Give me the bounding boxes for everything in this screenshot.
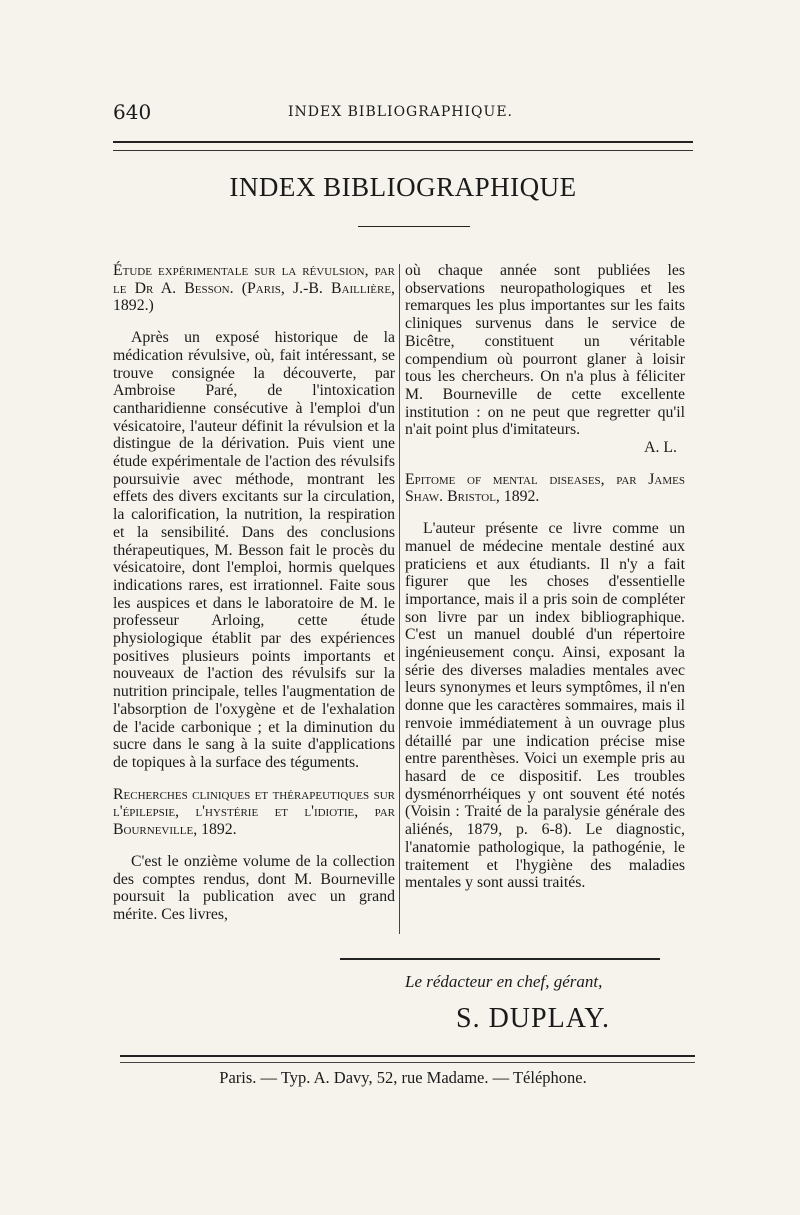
- entry-heading-shaw: Epitome of mental diseases, par James Shaw. Bristol, 1892.: [405, 470, 685, 506]
- editor-name: S. DUPLAY.: [456, 1003, 610, 1034]
- entry-body-bourneville-continued: où chaque année sont publiées les observations neuropathologiques et les remarques les plus importantes sur les faits cliniques survenus dans le service de Bicêtre, constituent un véritable compendium où pourront glaner à loisir tous les chercheurs. On n'a plus à féliciter M. Bourneville de cette excellente institution : on ne peut que regretter qu'il n'ait point plus d'imitateurs.: [405, 262, 685, 439]
- running-head: [113, 100, 688, 130]
- closing-rule: [340, 958, 660, 960]
- section-title: INDEX BIBLIOGRAPHIQUE: [229, 172, 577, 202]
- entry-body-besson: Après un exposé historique de la médication révulsive, où, fait intéressant, se trouve consignée la découverte, par Ambroise Paré, de l'intoxication cantharidienne consécutive à l'emploi d'un vésicatoire, l'auteur définit la révulsion et la distingue de la dérivation. Puis vient une étude expérimentale de l'action des révulsifs poursuivie avec méthode, montrant les effets des divers excitants sur la circulation, la calorification, la nutrition, la respiration et la sensibilité. Dans des conclusions thérapeutiques, M. Besson fait le procès du vésicatoire, dont l'emploi, hormis quelques indications rares, est irrationnel. Faite sous les auspices et dans le laboratoire de M. le professeur Arloing, cette étude physiologique établit par des expériences positives plusieurs points importants et nouveaux de l'action des révulsifs sur la nutrition principale, telles l'augmentation de l'absorption de l'oxygène et de l'exhalation de l'acide carbonique ; et la diminution du sucre dans le sang à la suite d'applications de topiques à la surface des téguments.: [113, 329, 395, 771]
- entry-heading-besson: Étude expérimentale sur la révulsion, par le Dr A. Besson. (Paris, J.-B. Baillière, 1892.): [113, 262, 395, 315]
- entry-body-shaw: L'auteur présente ce livre comme un manuel de médecine mentale destiné aux praticiens et aux étudiants. Il n'y a fait figurer que les choses d'essentielle importance, mais il a pris soin de compléter son livre par un index bibliographique. C'est un manuel doublé d'un répertoire ingénieusement conçu. Ainsi, exposant la série des diverses maladies mentales avec leurs synonymes et leurs symptômes, il n'en donne que les caractères sommaires, mais il renvoie immédiatement à un ouvrage plus détaillé par une indication précise mise entre parenthèses. Voici un exemple pris au hasard de ce dispositif. Les troubles dysménorrhéiques y ont souvent été notés (Voisin : Traité de la paralysie générale des aliénés, 1879, p. 6-8). Le diagnostic, l'anatomie pathologique, la pathogénie, le traitement et l'hygiène des maladies mentales y sont aussi traités.: [405, 520, 685, 892]
- entry-body-bourneville: C'est le onzième volume de la collection des comptes rendus, dont M. Bourneville poursuit la publication avec un grand mérite. Ces livres,: [113, 852, 395, 923]
- page-number: 640: [113, 100, 152, 124]
- title-underline: [358, 226, 470, 227]
- running-title: INDEX BIBLIOGRAPHIQUE.: [288, 104, 513, 120]
- column-separator: [399, 264, 400, 934]
- header-double-rule: [113, 141, 693, 151]
- left-column: [113, 262, 395, 924]
- printer-double-rule: [120, 1055, 695, 1063]
- review-signature: A. L.: [644, 439, 677, 457]
- editor-label: Le rédacteur en chef, gérant,: [405, 972, 603, 991]
- right-column: [405, 262, 685, 892]
- printer-imprint: Paris. — Typ. A. Davy, 52, rue Madame. — Téléphone.: [219, 1068, 587, 1087]
- entry-heading-bourneville: Recherches cliniques et thérapeutiques sur l'épilepsie, l'hystérie et l'idiotie, par Bourneville, 1892.: [113, 785, 395, 839]
